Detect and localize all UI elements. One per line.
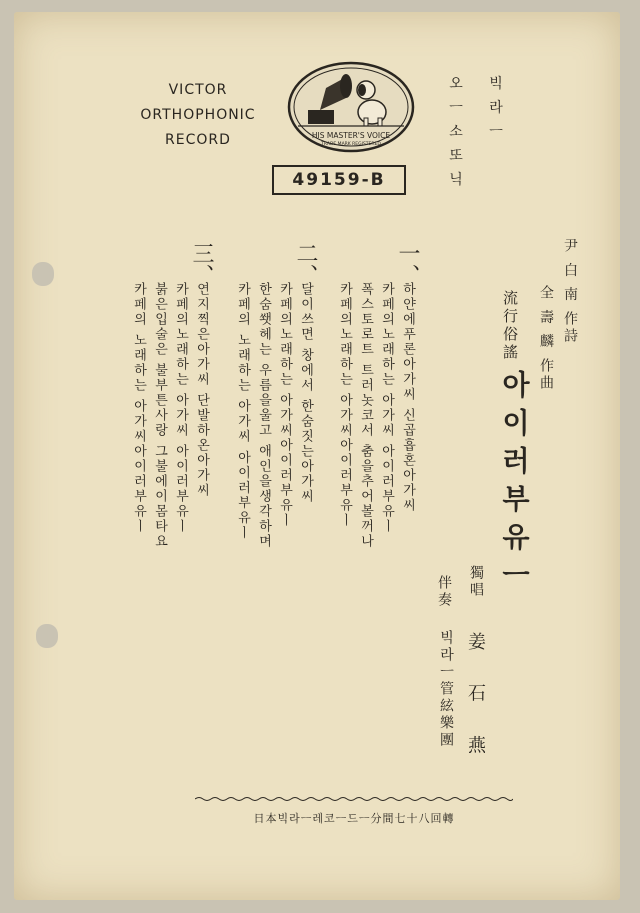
his-masters-voice-logo: [286, 60, 416, 154]
brand-text: [128, 78, 268, 153]
stanza-number: 一、: [395, 242, 420, 286]
brand-line: RECORD: [165, 132, 231, 148]
stanza-line: 카페의 노래하는 아가씨아이러부유ㅣ: [131, 282, 146, 535]
stanza-line: 달이쓰면 창에서 한숨짓는아가씨: [298, 282, 313, 505]
composer-credit: 全 壽 麟 作曲: [538, 285, 554, 393]
stanza-line: 카페의 노래하는 아가씨 아이러부유ㅣ: [235, 282, 250, 541]
stanza-line: 연지찍은아가씨 단발하온아가씨: [194, 282, 209, 499]
logo-subtext: TRADE MARK REGISTERED: [321, 142, 381, 147]
accompaniment: 빅라ㅡ管絃樂團: [438, 630, 454, 749]
stanza-line: 폭스토로트 트러놋코서 춤을추어볼꺼나: [358, 282, 373, 550]
catalog-number: 49159-B: [272, 165, 406, 195]
stanza-number: 二、: [293, 242, 318, 286]
song-title: 아이러부유ㅡ: [498, 370, 531, 598]
lyricist-credit: 尹 白 南 作詩: [562, 238, 578, 346]
footer-note: 日本빅라ㅡ레코ㅡ드ㅡ分間七十八回轉: [253, 812, 455, 825]
stanza-line: 하얀에푸론아가씨 신곱흡혼아가씨: [400, 282, 415, 514]
stanza-line: 카페의노래하는 아가씨아이러부유ㅣ: [277, 282, 292, 529]
korean-label-left: 오ㅡ소또닉: [449, 76, 463, 188]
brand-line: VICTOR: [168, 82, 228, 98]
song-genre: 流行俗謠: [501, 290, 519, 362]
brand-line: ORTHOPHONIC: [140, 107, 256, 123]
korean-label-right: 빅라ㅡ: [489, 76, 503, 140]
accompaniment-label: 伴奏: [436, 575, 452, 609]
stanza-line: 카페의노래하는 아가씨아이러부유ㅣ: [337, 282, 352, 529]
stanza-line: 카페의노래하는 아가씨 아이러부유ㅣ: [173, 282, 188, 535]
punch-hole: [32, 262, 54, 286]
stanza-line: 카페의노래하는 아가씨 아이러부유ㅣ: [379, 282, 394, 535]
stanza-number: 三、: [189, 242, 214, 286]
wavy-divider: [195, 796, 513, 802]
singer-name: 姜 石 燕: [465, 632, 486, 768]
stanza-line: 붉은입술은 불부튼사랑 그불에이몸타요: [152, 282, 167, 550]
singer-label: 獨唱: [468, 565, 484, 599]
stanza-line: 한숨쐣헤는 우름을울고 애인을생각하며: [256, 282, 271, 550]
punch-hole: [36, 624, 58, 648]
logo-text: HIS MASTER'S VOICE: [311, 131, 391, 140]
